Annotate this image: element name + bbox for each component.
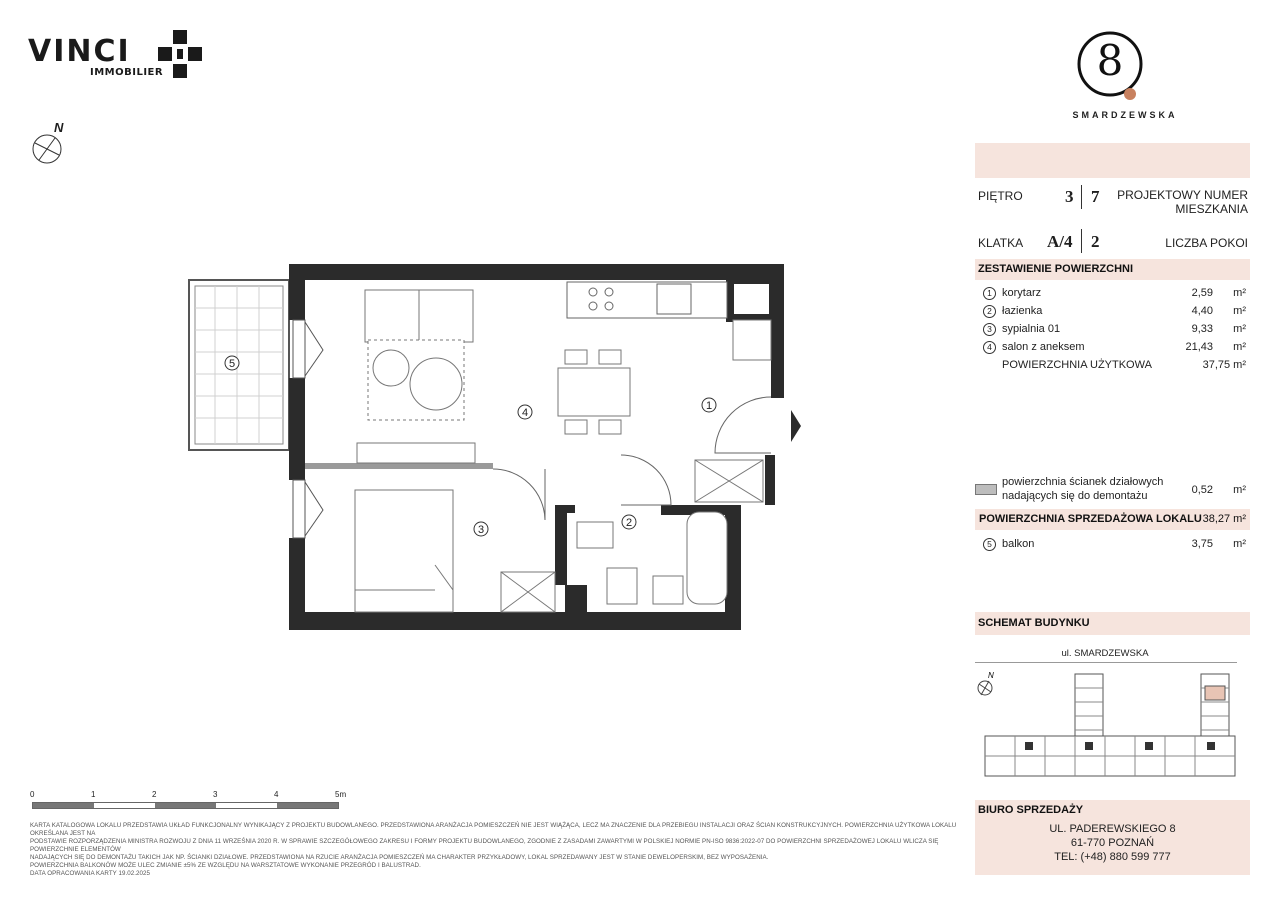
- vinci-wordmark: VINCI: [28, 34, 131, 69]
- divider: [1081, 229, 1082, 253]
- scale-label-2: 2: [152, 790, 157, 799]
- area-row-value: 4,40: [1191, 305, 1213, 317]
- walls-note-line1: powierzchnia ścianek działowych: [1002, 476, 1164, 488]
- area-row-unit: m²: [1233, 305, 1246, 317]
- room-number-1: 1: [705, 400, 713, 412]
- area-row-value: 21,43: [1185, 341, 1213, 353]
- walls-note-line2: nadających się do demontażu: [1002, 490, 1148, 502]
- building-outline: [985, 674, 1235, 776]
- areas-title: [975, 259, 1250, 280]
- apartment-number-label: [1117, 188, 1248, 216]
- header-pink-band: [975, 143, 1250, 178]
- walls-note: [975, 474, 1250, 506]
- scale-bar: [30, 790, 360, 810]
- stair-value: A/4: [1047, 232, 1073, 251]
- compass-icon: [30, 132, 64, 166]
- area-row-name: łazienka: [1002, 305, 1043, 317]
- scale-label-5: 5m: [335, 790, 347, 799]
- scale-label-4: 4: [274, 790, 279, 799]
- scale-bar-graphic: [32, 802, 339, 809]
- building-street-line: [975, 662, 1237, 663]
- usable-area-value: 37,75 m²: [1202, 359, 1246, 371]
- svg-text:N: N: [988, 671, 994, 680]
- room-number-2: 2: [625, 517, 633, 529]
- disclaimer-line-3: NADAJĄCYCH SIĘ DO DEMONTAŻU TAKICH JAK NP. ŚCIANKI DZIAŁOWE. PRZEDSTAWIONA NA RZUCIE ARANŻACJA POMIESZCZEŃ MA CHARAKTER PRZYKŁADOWY, LOKAL SPRZEDAWANY JEST W STANIE DEWELOPERSKIM, BEZ WYPOSAŻENIA.: [30, 854, 769, 861]
- rooms-count-label: LICZBA POKOI: [1165, 236, 1248, 250]
- demolition-wall: [305, 463, 493, 469]
- disclaimer-line-5: DATA OPRACOWANIA KARTY 19.02.2025: [30, 870, 150, 877]
- sale-area-label: POWIERZCHNIA SPRZEDAŻOWA LOKALU: [979, 513, 1202, 525]
- area-row-number: 3: [983, 323, 996, 336]
- balcony-name: balkon: [1002, 538, 1035, 550]
- building-title-text: SCHEMAT BUDYNKU: [978, 617, 1090, 629]
- stair-label: KLATKA: [978, 236, 1024, 250]
- floor-value: 3: [1065, 187, 1074, 206]
- highlighted-apartment: [1205, 686, 1225, 700]
- disclaimer-line-2: PODSTAWIE ROZPORZĄDZENIA MINISTRA ROZWOJU Z DNIA 11 WRZEŚNIA 2020 R. W SPRAWIE SZCZEGÓŁOWEGO ZAKRESU I FORMY PROJEKTU BUDOWLANEGO, ZGODNIE Z ZASADAMI ZAWARTYMI W POLSKIEJ NORMIE PN-ISO 9836:2022-07 DO POWIERZCHNI SPRZEDAŻOWEJ LOKALU WLICZA SIĘ POWIERZCHNIE ELEMENTÓW: [30, 838, 939, 853]
- entrance-arrow-icon: [791, 410, 801, 442]
- kitchen-counter: [567, 282, 727, 318]
- apartment-number: 7: [1091, 187, 1100, 206]
- area-row-number: 2: [983, 305, 996, 318]
- compass-north-label: N: [54, 120, 64, 135]
- compass: [30, 120, 70, 170]
- walls-value: 0,52: [1191, 484, 1213, 496]
- project-logo-numeral: 8: [1096, 36, 1124, 85]
- vinci-subtitle: IMMOBILIER: [90, 67, 164, 78]
- apartment-number-label-line2: MIESZKANIA: [1175, 202, 1248, 216]
- disclaimer-line-1: KARTA KATALOGOWA LOKALU PRZEDSTAWIA UKŁAD FUNKCJONALNY WYNIKAJĄCY Z PROJEKTU BUDOWLANEGO. PRZEDSTAWIONA ARANŻACJA POMIESZCZEŃ NIE JEST WIĄŻĄCA, LECZ MA ZNACZENIE DLA PRZEBIEGU INSTALACJI ORAZ ŚCIAN KONSTRUKCYJNYCH. POWIERZCHNIA UŻYTKOWA LOKALU OKREŚLANA JEST NA: [30, 822, 957, 837]
- area-row-unit: m²: [1233, 287, 1246, 299]
- balcony-value: 3,75: [1191, 538, 1213, 550]
- area-row-value: 2,59: [1191, 287, 1213, 299]
- area-row: [975, 322, 1250, 340]
- area-row-name: sypialnia 01: [1002, 323, 1061, 335]
- scale-label-0: 0: [30, 790, 35, 799]
- usable-area-row: [975, 358, 1250, 376]
- bedroom-furniture: [355, 490, 555, 612]
- scale-label-3: 3: [213, 790, 218, 799]
- sales-office-phone[interactable]: TEL: (+48) 880 599 777: [1054, 851, 1171, 863]
- area-row-number: 4: [983, 341, 996, 354]
- building-title: [975, 612, 1250, 635]
- building-street: ul. SMARDZEWSKA: [1061, 648, 1149, 659]
- sales-office: [975, 800, 1250, 875]
- area-row-name: korytarz: [1002, 287, 1042, 299]
- area-row: [975, 286, 1250, 304]
- project-logo: [1050, 28, 1200, 123]
- floor-plan: [185, 260, 805, 635]
- project-name: SMARDZEWSKA: [1072, 110, 1178, 120]
- room-number-5: 5: [228, 358, 236, 370]
- area-row: [975, 340, 1250, 358]
- sale-area-value: 38,27 m²: [1202, 513, 1246, 525]
- area-row-unit: m²: [1233, 323, 1246, 335]
- area-row-value: 9,33: [1191, 323, 1213, 335]
- info-block: [975, 185, 1250, 257]
- sales-office-line2: 61-770 POZNAŃ: [1070, 837, 1155, 849]
- disclaimer-line-4: POWIERZCHNIA BALKONÓW MOŻE ULEC ZMIANIE ±5% ZE WZGLĘDU NA WARSZTATOWE WYKONANIE PRZEGRÓD I BALUSTRAD.: [30, 862, 421, 869]
- disclaimer: [30, 822, 970, 878]
- apartment-number-label-line1: PROJEKTOWY NUMER: [1117, 188, 1248, 202]
- areas-title-text: ZESTAWIENIE POWIERZCHNI: [978, 263, 1134, 275]
- area-row-unit: m²: [1233, 341, 1246, 353]
- balcony-unit: m²: [1233, 538, 1246, 550]
- walls-unit: m²: [1233, 484, 1246, 496]
- demolition-swatch: [975, 484, 997, 495]
- room-number-4: 4: [521, 407, 529, 419]
- balcony-row: [975, 537, 1250, 555]
- vinci-cross-icon: [158, 30, 204, 78]
- divider: [1081, 185, 1082, 209]
- sale-area-row: [975, 509, 1250, 530]
- building-scheme: [975, 668, 1243, 780]
- walls-note-text: [1002, 475, 1163, 503]
- areas-list: [975, 286, 1250, 376]
- scale-label-1: 1: [91, 790, 96, 799]
- sales-office-line1: UL. PADEREWSKIEGO 8: [1049, 823, 1176, 835]
- rooms-count: 2: [1091, 232, 1100, 251]
- building-compass-icon: [978, 671, 994, 695]
- area-row: [975, 304, 1250, 322]
- vinci-logo: [28, 30, 218, 90]
- room-number-3: 3: [477, 524, 485, 536]
- balcony-number: 5: [983, 538, 996, 551]
- area-row-number: 1: [983, 287, 996, 300]
- sales-office-title: BIURO SPRZEDAŻY: [978, 804, 1084, 816]
- sales-office-address: [975, 822, 1250, 864]
- usable-area-label: POWIERZCHNIA UŻYTKOWA: [1002, 359, 1152, 371]
- floor-label: PIĘTRO: [978, 189, 1023, 203]
- area-row-name: salon z aneksem: [1002, 341, 1085, 353]
